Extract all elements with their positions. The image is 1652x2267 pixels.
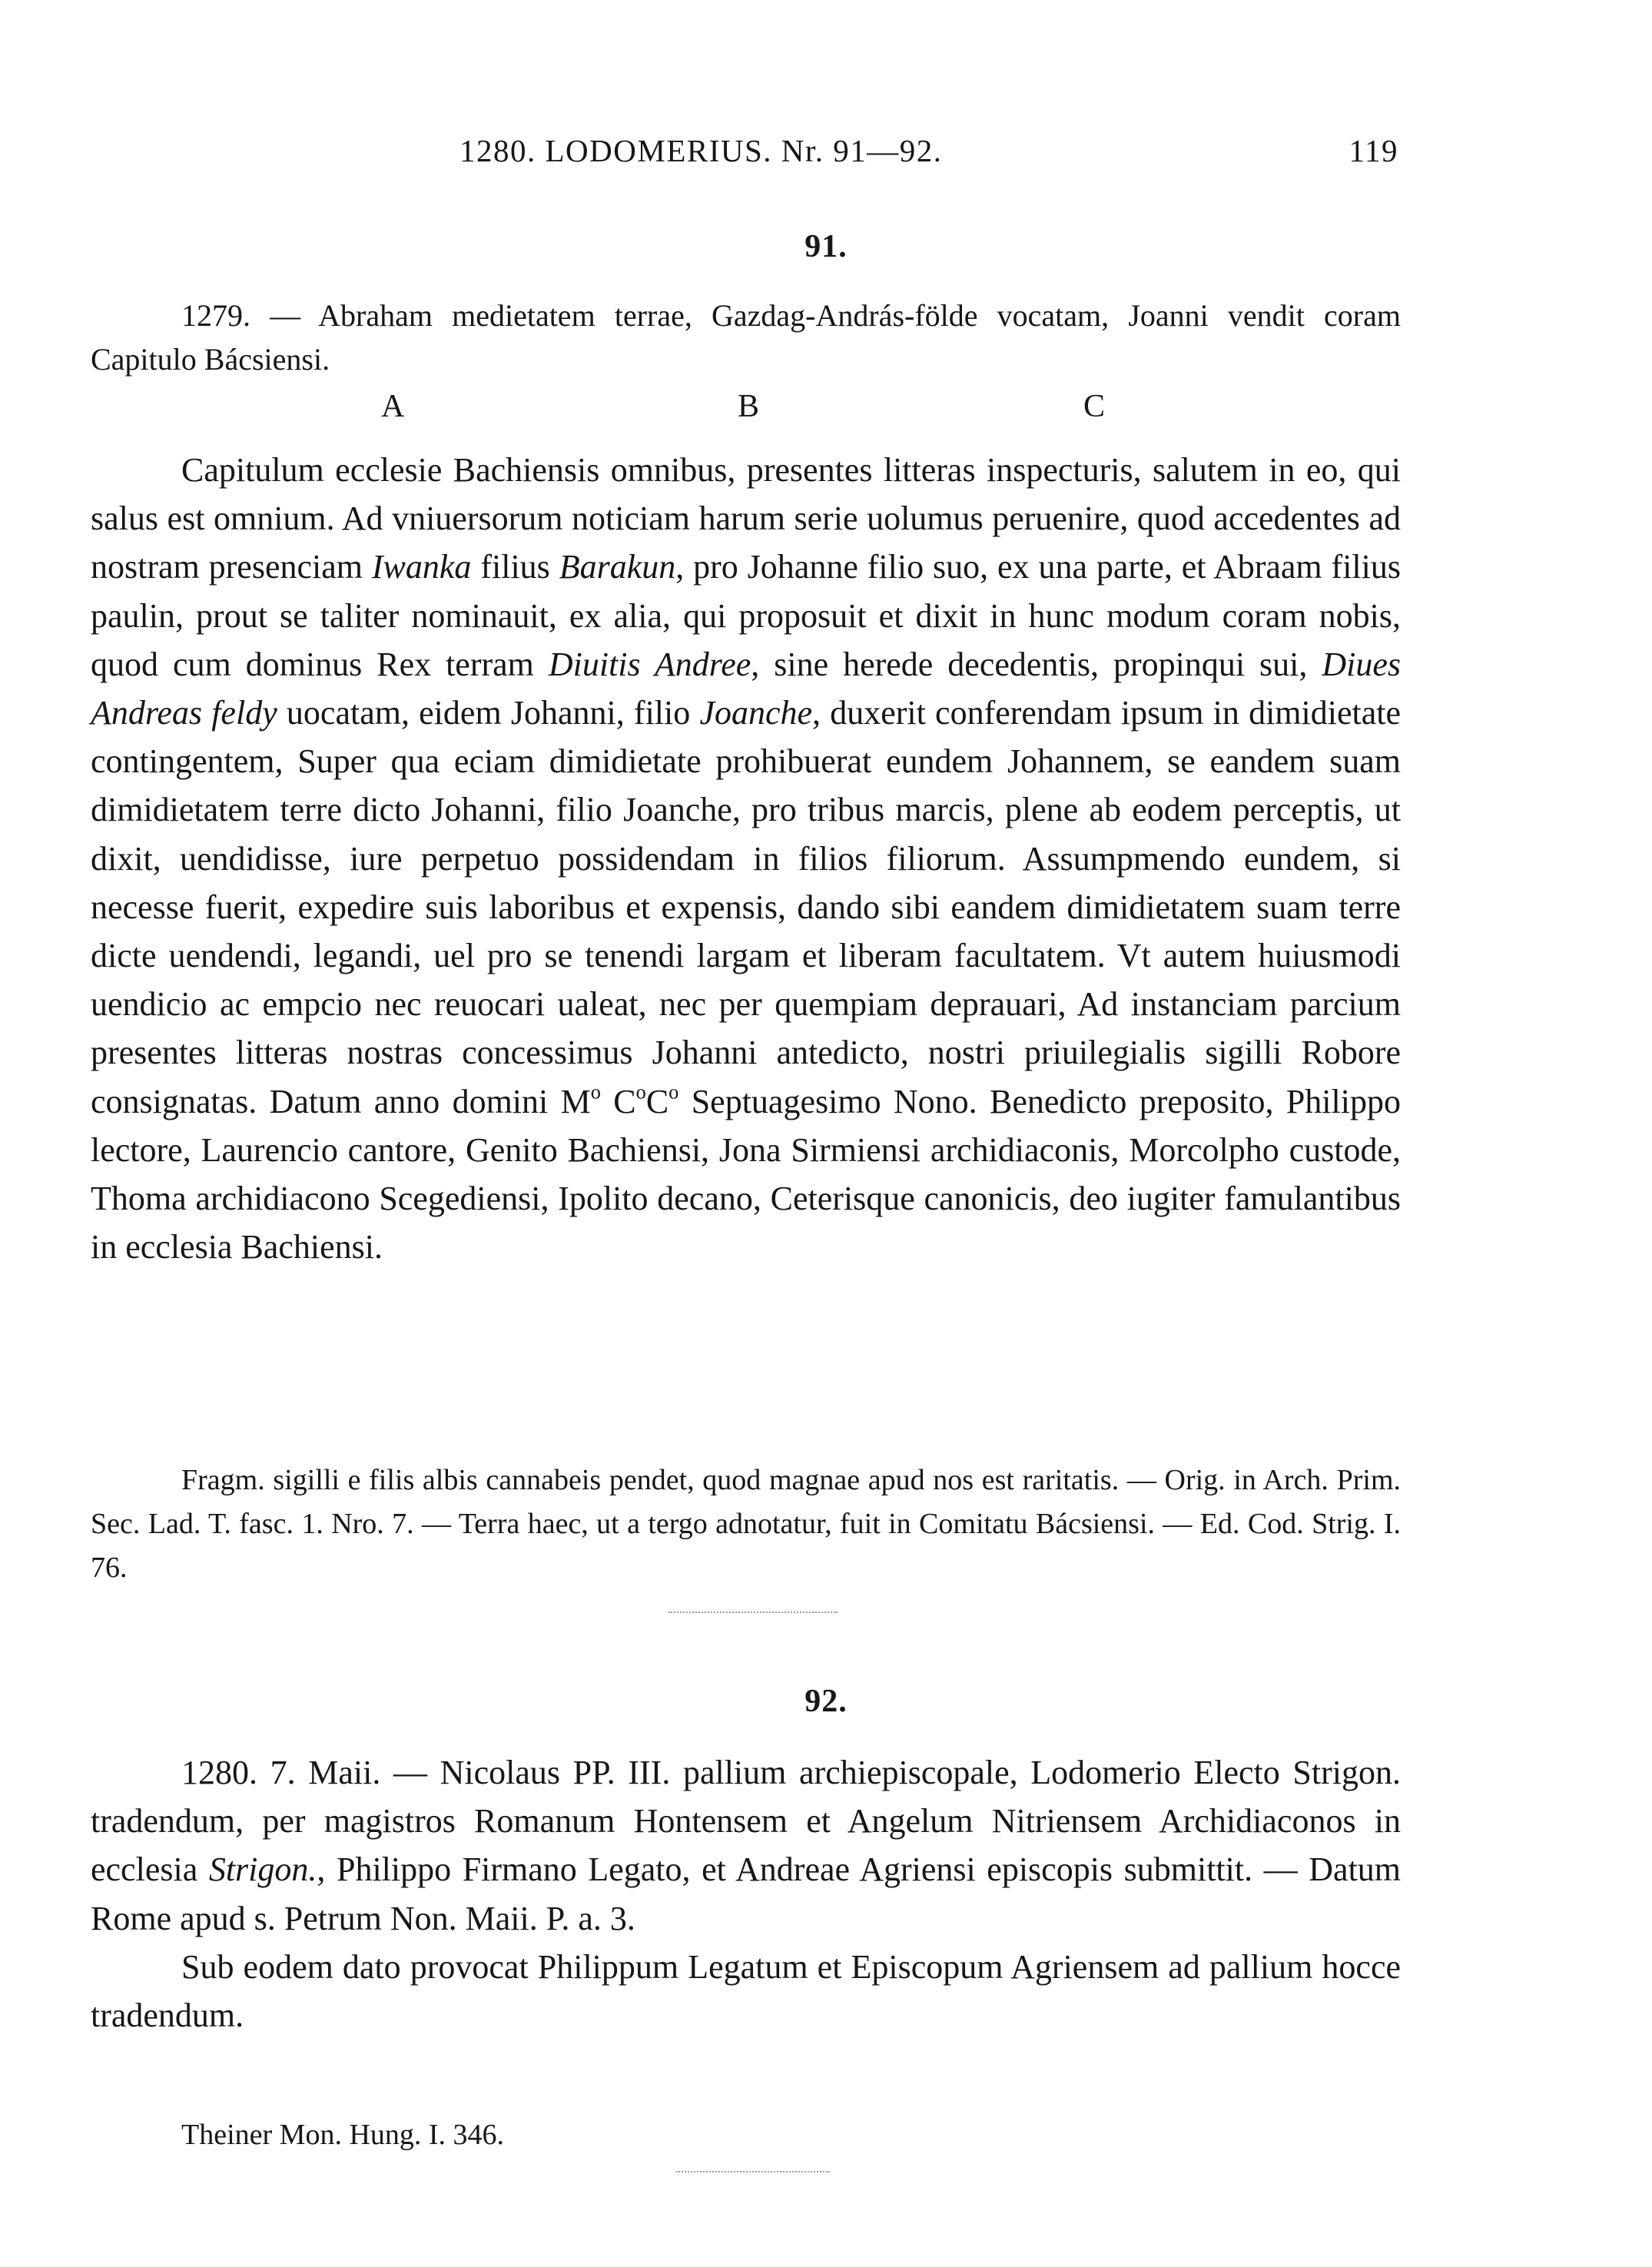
place-diues-andreas-feldy: Diues Andreas feldy	[91, 645, 1401, 732]
charter-text-91	[91, 446, 1401, 1271]
name-barakun: Barakun	[559, 548, 676, 586]
section-divider	[668, 1611, 838, 1613]
charter-number-92: 92.	[804, 1684, 848, 1719]
note-91	[91, 1429, 1401, 1619]
regest-92	[91, 1748, 1401, 2040]
end-divider	[676, 2171, 830, 2172]
note-91-text: Fragm. sigilli e filis albis cannabeis pendet, quod magnae apud nos est raritatis. — Orig. in Arch. Prim. Sec. Lad. T. fasc. 1. Nro. 7. — Terra haec, ut a tergo adnotatur, fuit in Comitatu Bácsiensi. — Ed. Cod. Strig. I. 76.	[91, 1464, 1401, 1584]
name-iwanka: Iwanka	[371, 548, 472, 586]
name-joanche: Joanche	[699, 694, 813, 732]
regest-91-text: 1279. — Abraham medietatem terrae, Gazdag-András-földe vocatam, Joanni vendit coram Capitulo Bácsiensi.	[91, 298, 1401, 377]
charter-text-paragraph: Capitulum ecclesie Bachiensis omnibus, presentes litteras inspecturis, salutem in eo, qui salus est omnium. Ad vniuersorum noticiam harum serie uolumus peruenire, quod accedentes ad nostram presenciam Iwanka filius Barakun, pro Johanne filio suo, ex una parte, et Abraam filius paulin, prout se taliter nominauit, ex alia, qui proposuit et dixit in hunc modum coram nobis, quod cum dominus Rex terram Diuitis Andree, sine herede decedentis, propinqui sui, Diues Andreas feldy uocatam, eidem Johanni, filio Joanche, duxerit conferendam ipsum in dimidietate contingentem, Super qua eciam dimidietate prohibuerat eundem Johannem, se eandem suam dimidietatem terre dicto Johanni, filio Joanche, pro tribus marcis, plene ab eodem perceptis, ut dixit, uendidisse, iure perpetuo possidendam in filios filiorum. Assumpmendo eundem, si necesse fuerit, expedire suis laboribus et expensis, dando sibi eandem dimidietatem suam terre dicte uendendi, legandi, uel pro se tenendi largam et liberam facultatem. Vt autem huiusmodi uendicio ac empcio nec reuocari ualeat, nec per quempiam deprauari, Ad instanciam parcium presentes litteras nostras concessimus Johanni antedicto, nostri priuilegialis sigilli Robore consignatas. Datum anno domini $M^o$ $C^oC^o$ Septuagesimo Nono. Benedicto preposito, Philippo lectore, Laurencio cantore, Genito Bachiensi, Jona Sirmiensi archidiaconis, Morcolpho custode, Thoma archidiacono Scegediensi, Ipolito decano, Ceterisque canonicis, deo iugiter famulantibus in ecclesia Bachiensi.	[91, 451, 1402, 1266]
siglum-a: A	[381, 389, 405, 424]
siglum-c: C	[1083, 389, 1106, 424]
regest-91	[91, 294, 1401, 381]
regest-92-second: Sub eodem dato provocat Philippum Legatum et Episcopum Agriensem ad pallium hocce tradendum.	[91, 1947, 1401, 2035]
source-92-text: Theiner Mon. Hung. I. 346.	[181, 2119, 505, 2151]
place-strigon: Strigon.	[208, 1850, 317, 1889]
charter-number-91: 91.	[804, 229, 848, 264]
page-number: 119	[1348, 133, 1398, 168]
regest-92-text: 1280. 7. Maii. — Nicolaus PP. III. pallium archiepiscopale, Lodomerio Electo Strigon. tradendum, per magistros Romanum Hontensem et Angelum Nitriensem Archidiaconos in ecclesia Strigon., Philippo Firmano Legato, et Andreae Agriensi episcopis submittit. — Datum Rome apud s. Petrum Non. Maii. P. a. 3.	[91, 1754, 1402, 1937]
name-diuitis-andree: Diuitis Andree	[548, 645, 751, 683]
running-head: 1280. LODOMERIUS. Nr. 91—92.	[459, 133, 943, 168]
siglum-b: B	[738, 389, 760, 424]
